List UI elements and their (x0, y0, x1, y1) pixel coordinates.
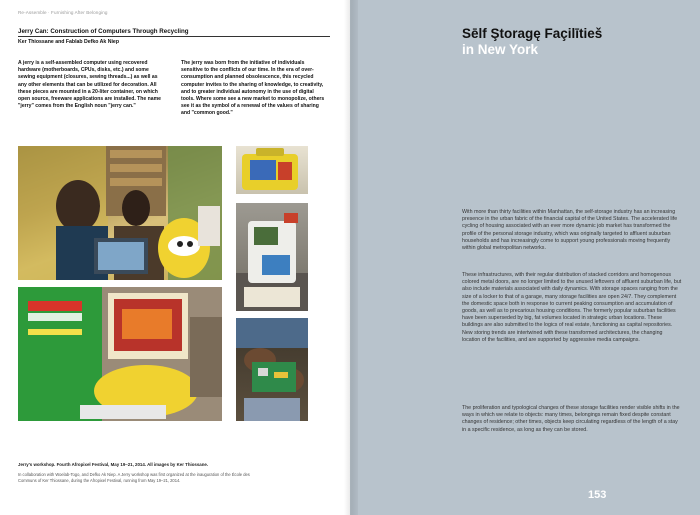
workshop-photo-illustration (18, 146, 222, 280)
circuit-board-photo (236, 318, 308, 421)
gutter-shadow (344, 0, 358, 515)
body-paragraph-3: The proliferation and typological changes of these storage facilities render visible shifts in the ways in which we relate to objects: many times, belongings remain fixed despite constant changes of residence; other times, objects keep circulating regardless of the length of a stay in a specific residence, as long as they can be stored. (462, 405, 680, 433)
article-title: Jerry Can: Construction of Computers Through Recycling (18, 28, 189, 35)
caption-note: In collaboration with Woelab-Togo, and Defko Ak Niep. A Jerry workshop was first organized at the inauguration of the École des Communs of Ker Thiossane, during the Afropixel Festival, running from May 19–21, 2014. (18, 472, 250, 483)
jerry-can-illustration (236, 146, 308, 194)
running-head: Re-Assemble · Furnishing After Belonging (18, 10, 108, 15)
circuit-board-illustration (236, 318, 308, 421)
jerry-can-photo (236, 146, 308, 194)
jerry-can-2-illustration (236, 203, 308, 311)
body-column-2: The jerry was born from the initiative of individuals sensitive to the conflicts of our time. In the era of over-consumption and planned obsolescence, this recycled computer invites to the sharing of knowledge, to creativity, and to greater individual autonomy in the use of digital tools. Where some see a new market to monopolize, others see it as the symbol of a renewal of the values of sharing and "common good." (181, 60, 325, 117)
page-number: 153 (588, 489, 607, 501)
body-paragraph-2: These infrastructures, with their regular distribution of stacked corridors and homogenous colored metal doors, are no longer limited to the unused leftovers of affluent suburban life, but also include materials associated with daily dynamics. With storage spaces ranging from the size of a locker to that of a garage, many storage facilities are open 24/7. They complement the domestic space both in response to current peaking consumption and accumulation of goods, as well as to precarious housing conditions. The formerly popular suburban facilities have been superseded by big, fat volumes located in strategic urban locations. These buildings are also submitted to the logics of real estate, functioning as capital repositories. New storing trends are intertwined with these transformed architectures, the changing location of the facilities, and are supported by aggressive media campaigns. (462, 272, 682, 343)
chapter-title: Sēlf Ştoragę Façilītieš (462, 26, 603, 41)
workshop-photo (18, 146, 222, 280)
title-rule (18, 36, 330, 37)
jerry-computer-photo (18, 287, 222, 421)
chapter-subtitle: in New York (462, 42, 539, 57)
body-column-1: A jerry is a self-assembled computer using recovered hardware (motherboards, CPUs, disks, etc.) and some sewing equipment (closures, sewing threads...) as well as any other elements that can be utilized for decoration. All these pieces are mounted in a 20-liter container, on which open source, freeware applications are installed. The name "jerry" comes from the English noun "jerry can." (18, 60, 161, 110)
jerry-can-photo-2 (236, 203, 308, 311)
body-paragraph-1: With more than thirty facilities within Manhattan, the self-storage industry has an increasing presence in the urban fabric of the financial capital of the United States. The accelerated life cycling of housing associated with an ever more dynamic job market has transformed the profile of the personal storage industry, which was originally targeted to affluent suburban households and has increasingly come to support young professionals moving frequently within global metropolitan networks. (462, 209, 678, 252)
article-authors: Ker Thiossane and Fablab Defko Ak Niep (18, 39, 119, 45)
photo-caption: Jerry's workshop. Fourth Afropixel Festival, May 19–21, 2014. All images by Ker Thiossane. (18, 462, 209, 467)
right-page (350, 0, 700, 515)
jerry-computer-illustration (18, 287, 222, 421)
